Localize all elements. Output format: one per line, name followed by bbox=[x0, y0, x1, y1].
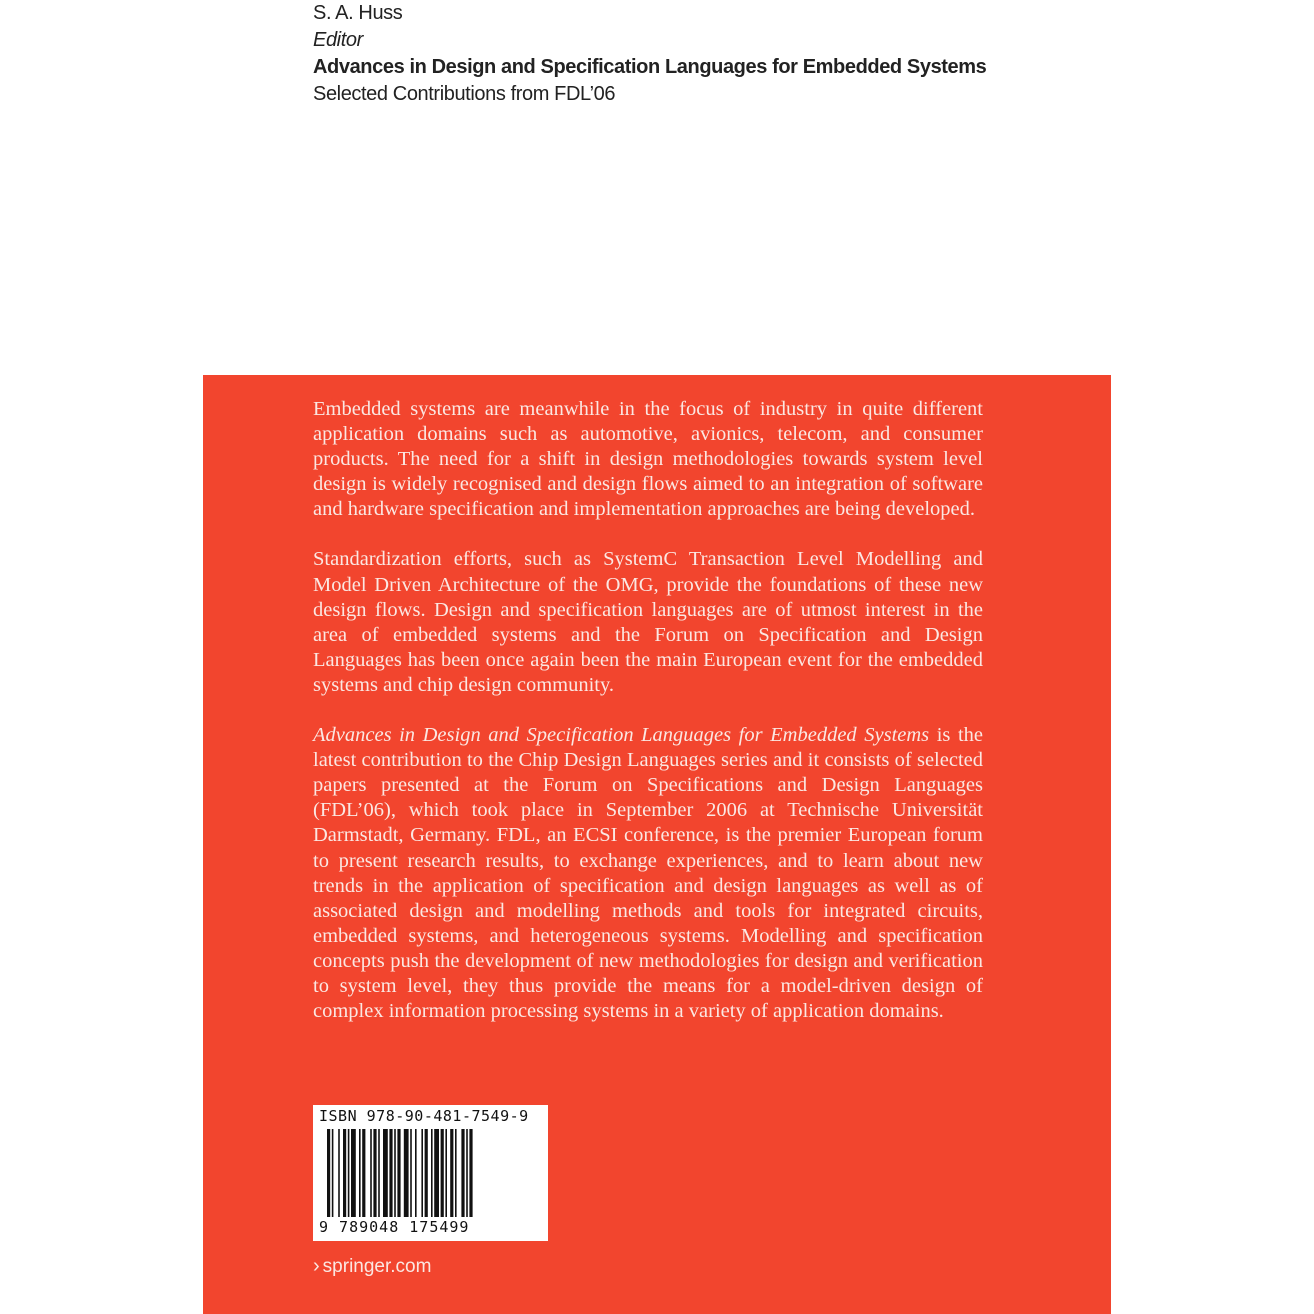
blurb-paragraph-1: Embedded systems are meanwhile in the focus of industry in quite different application domains such as automotive, avionics, telecom, and consumer products. The need for a shift in design methodologies towards system level design is widely recognised and design flows aimed to an integration of software and hardware specification and implementation approaches are being developed. bbox=[313, 398, 983, 521]
book-title: Advances in Design and Specification Languages for Embedded Systems bbox=[313, 56, 987, 78]
editor-role: Editor bbox=[313, 29, 363, 51]
cover-header bbox=[313, 0, 1113, 108]
book-subtitle: Selected Contributions from FDL’06 bbox=[313, 83, 616, 105]
isbn-barcode bbox=[313, 1105, 548, 1241]
blurb-paragraph-2: Standardization efforts, such as SystemC Transaction Level Modelling and Model Driven Architecture of the OMG, provide the foundations of these new design flows. Design and specification languages are of utmost interest in the area of embedded systems and the Forum on Specification and Design Languages has been once again been the main European event for the embedded systems and chip design community. bbox=[313, 548, 983, 696]
publisher-link[interactable] bbox=[313, 1255, 431, 1278]
barcode-bars bbox=[327, 1129, 535, 1217]
barcode-digits: 9 789048 175499 bbox=[319, 1218, 470, 1236]
isbn-label: ISBN 978-90-481-7549-9 bbox=[319, 1107, 529, 1125]
blurb bbox=[313, 397, 983, 1049]
book-title-italic: Advances in Design and Specification Languages for Embedded Systems bbox=[313, 724, 930, 747]
blurb-paragraph-3 bbox=[313, 723, 983, 1024]
back-cover-panel bbox=[203, 375, 1111, 1314]
chevron-right-icon: › bbox=[313, 1255, 320, 1277]
publisher-website: springer.com bbox=[322, 1256, 432, 1277]
author-name: S. A. Huss bbox=[313, 2, 403, 24]
blurb-paragraph-3-text: is the latest contribution to the Chip Design Languages series and it consists of selected papers presented at the Forum on Specifications and Design Languages (FDL’06), which took place in September 2006 at Technische Universität Darmstadt, Germany. FDL, an ECSI conference, is the premier European forum to present research results, to exchange experiences, and to learn about new trends in the application of specification and design languages as well as of associated design and modelling methods and tools for integrated circuits, embedded systems, and heterogeneous systems. Modelling and specification concepts push the development of new methodologies for design and verification to system level, they thus provide the means for a model-driven design of complex information processing systems in a variety of application domains. bbox=[313, 724, 983, 1023]
